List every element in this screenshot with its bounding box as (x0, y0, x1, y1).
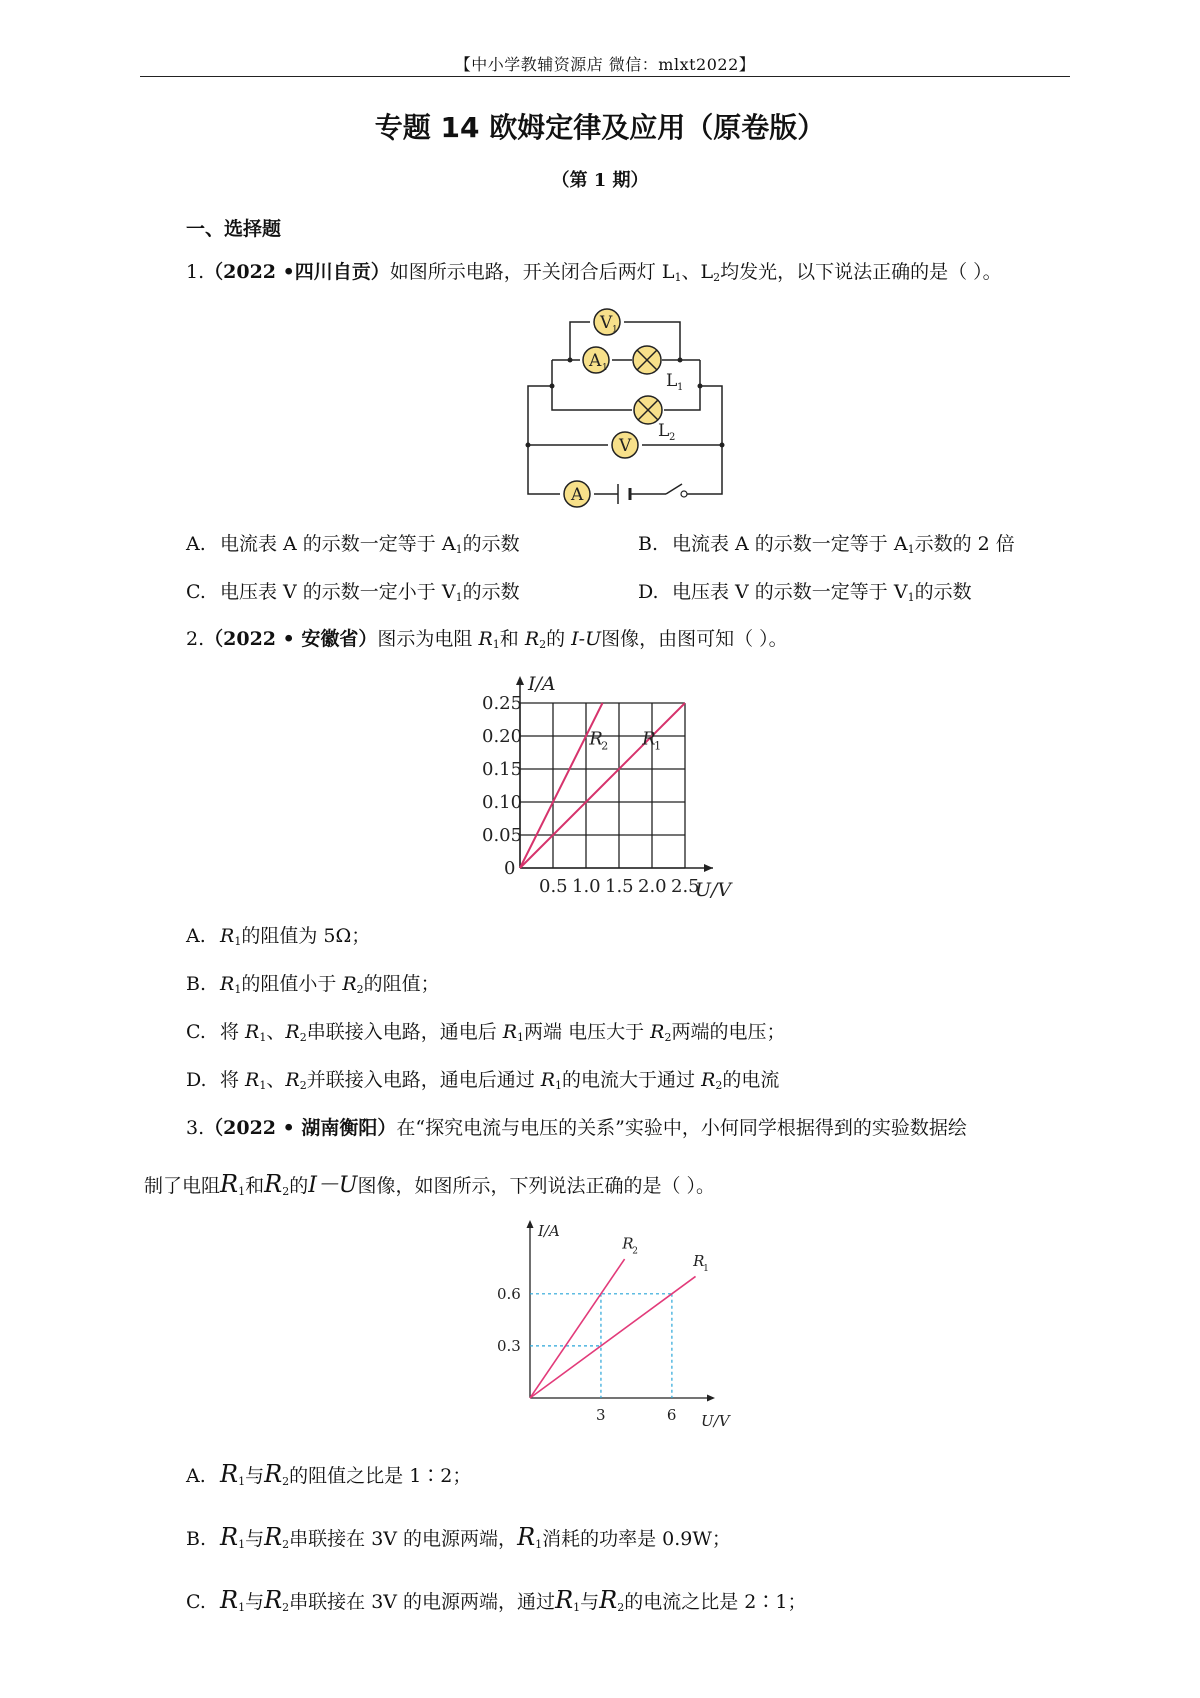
chart1-series-label-sub: 1 (654, 739, 662, 753)
chart2-x-tick: 3 (595, 1406, 606, 1424)
chart1-x-tick: 1.5 (605, 876, 634, 897)
q2-option-d[interactable]: D. 将 $R_1$、$R_2$并联接入电路，通电后通过 $R_1$的电流大于通过 $R_2$的电流 (186, 1069, 780, 1092)
header-divider (140, 76, 1070, 77)
lamp-l2-label: L (658, 421, 670, 441)
q3-option-c[interactable]: C. $R_1$与$R_2$串联接在 3V 的电源两端，通过$R_1$与$R_2$的电流之比是 2∶1； (186, 1586, 807, 1614)
chart1-y-tick: 0.20 (482, 726, 523, 747)
chart2-x-tick: 6 (666, 1406, 677, 1424)
chart2-x-label: U/V (701, 1412, 730, 1430)
lamp-l1-label: L (666, 371, 678, 391)
svg-text:2: 2 (669, 432, 676, 443)
voltmeter-v-icon (612, 432, 638, 458)
chart1-series-label-sub: 2 (601, 739, 609, 753)
chart2-series-label-sub: 2 (632, 1246, 638, 1257)
svg-text:V: V (600, 313, 613, 333)
section-heading: 一、选择题 (186, 218, 282, 240)
chart2-y-arrow (527, 1220, 534, 1228)
chart1-origin-label: 0 (504, 858, 516, 879)
chart1-x-tick: 0.5 (539, 876, 568, 897)
chart1-x-tick: 2.0 (638, 876, 667, 897)
question-1: 1.（2022 •四川自贡）如图所示电路，开关闭合后两灯 $L_1$、$L_2$均发光，以下说法正确的是（ ）。 (186, 261, 1002, 284)
question-number: 2. (186, 628, 205, 650)
q1-option-b[interactable]: B. 电流表 A 的示数一定等于 $A_1$示数的 2 倍 (638, 533, 1015, 556)
chart1-x-tick: 2.5 (671, 876, 700, 897)
chart2-x-arrow (707, 1395, 715, 1402)
svg-text:1: 1 (612, 325, 618, 335)
q1-option-d[interactable]: D. 电压表 V 的示数一定等于 $V_1$的示数 (638, 581, 972, 604)
ammeter-a1-icon (583, 347, 609, 373)
question-source: （2022 •四川自贡） (204, 261, 390, 283)
question-3-line-2: 制了电阻$R_1$和$R_2$的I－U图像，如图所示，下列说法正确的是（ ）。 (144, 1170, 715, 1198)
q1-option-c[interactable]: C. 电压表 V 的示数一定小于 $V_1$的示数 (186, 581, 520, 604)
question-number: 3. (186, 1117, 205, 1139)
chart1-y-arrow (516, 676, 524, 685)
chart2-series-label-sub: 1 (703, 1264, 709, 1274)
chart2-y-tick: 0.3 (497, 1336, 521, 1355)
svg-text:1: 1 (677, 382, 684, 393)
lamp-l2-icon (634, 396, 662, 424)
chart1-y-tick: 0.10 (482, 792, 523, 813)
page-header: 【中小学教辅资源店 微信：mlxt2022】 (454, 55, 756, 74)
page-subtitle: （第 1 期） (551, 170, 649, 191)
question-source: （2022 • 安徽省） (204, 628, 378, 650)
question-2: 2.（2022 • 安徽省）图示为电阻 $R_1$和 $R_2$的 I-U图像，由图可知（ ）。 (186, 628, 788, 651)
q2-option-b[interactable]: B. $R_1$的阻值小于 $R_2$的阻值； (186, 973, 440, 996)
chart2-series-line-r1 (530, 1276, 696, 1398)
chart1-x-arrow (704, 864, 713, 872)
chart2-y-tick: 0.6 (497, 1284, 521, 1303)
question-source: （2022 • 湖南衡阳） (204, 1117, 397, 1139)
question-number: 1. (186, 261, 205, 283)
chart1-x-label: U/V (695, 879, 732, 901)
svg-text:V: V (619, 436, 632, 456)
svg-text:1: 1 (602, 363, 608, 373)
q3-option-b[interactable]: B. $R_1$与$R_2$串联接在 3V 的电源两端，$R_1$消耗的功率是 0.9W； (186, 1523, 731, 1551)
lamp-l1-icon (633, 346, 661, 374)
chart1-x-tick: 1.0 (572, 876, 601, 897)
ammeter-a-icon (564, 481, 590, 507)
chart1-y-label: I/A (528, 673, 556, 695)
q1-option-a[interactable]: A. 电流表 A 的示数一定等于 $A_1$的示数 (186, 533, 520, 556)
iu-chart-1 (480, 668, 760, 908)
chart1-y-tick: 0.25 (482, 693, 523, 714)
chart1-y-tick: 0.15 (482, 759, 523, 780)
chart2-y-label: I/A (538, 1222, 560, 1240)
page-title: 专题 14 欧姆定律及应用（原卷版） (374, 111, 826, 144)
chart1-series-label-r1: R (642, 728, 656, 750)
chart2-series-label-r2: R (622, 1234, 634, 1253)
chart1-series-label-r2: R (589, 728, 603, 750)
voltmeter-v1-icon (594, 309, 620, 335)
chart2-series-line-r2 (530, 1259, 625, 1398)
chart2-series-label-r1: R (693, 1252, 705, 1270)
q3-option-a[interactable]: A. $R_1$与$R_2$的阻值之比是 1∶2； (186, 1460, 472, 1488)
question-3: 3.（2022 • 湖南衡阳）在“探究电流与电压的关系”实验中，小何同学根据得到的实验数据绘 (186, 1117, 967, 1139)
svg-text:A: A (571, 485, 584, 505)
iu-chart-2 (490, 1218, 760, 1438)
svg-text:A: A (589, 351, 602, 371)
circuit-diagram (510, 302, 740, 512)
q2-option-c[interactable]: C. 将 $R_1$、$R_2$串联接入电路，通电后 $R_1$两端 电压大于 $R_2$两端的电压； (186, 1021, 786, 1044)
chart1-y-tick: 0.05 (482, 825, 523, 846)
q2-option-a[interactable]: A. $R_1$的阻值为 5Ω； (186, 925, 371, 948)
